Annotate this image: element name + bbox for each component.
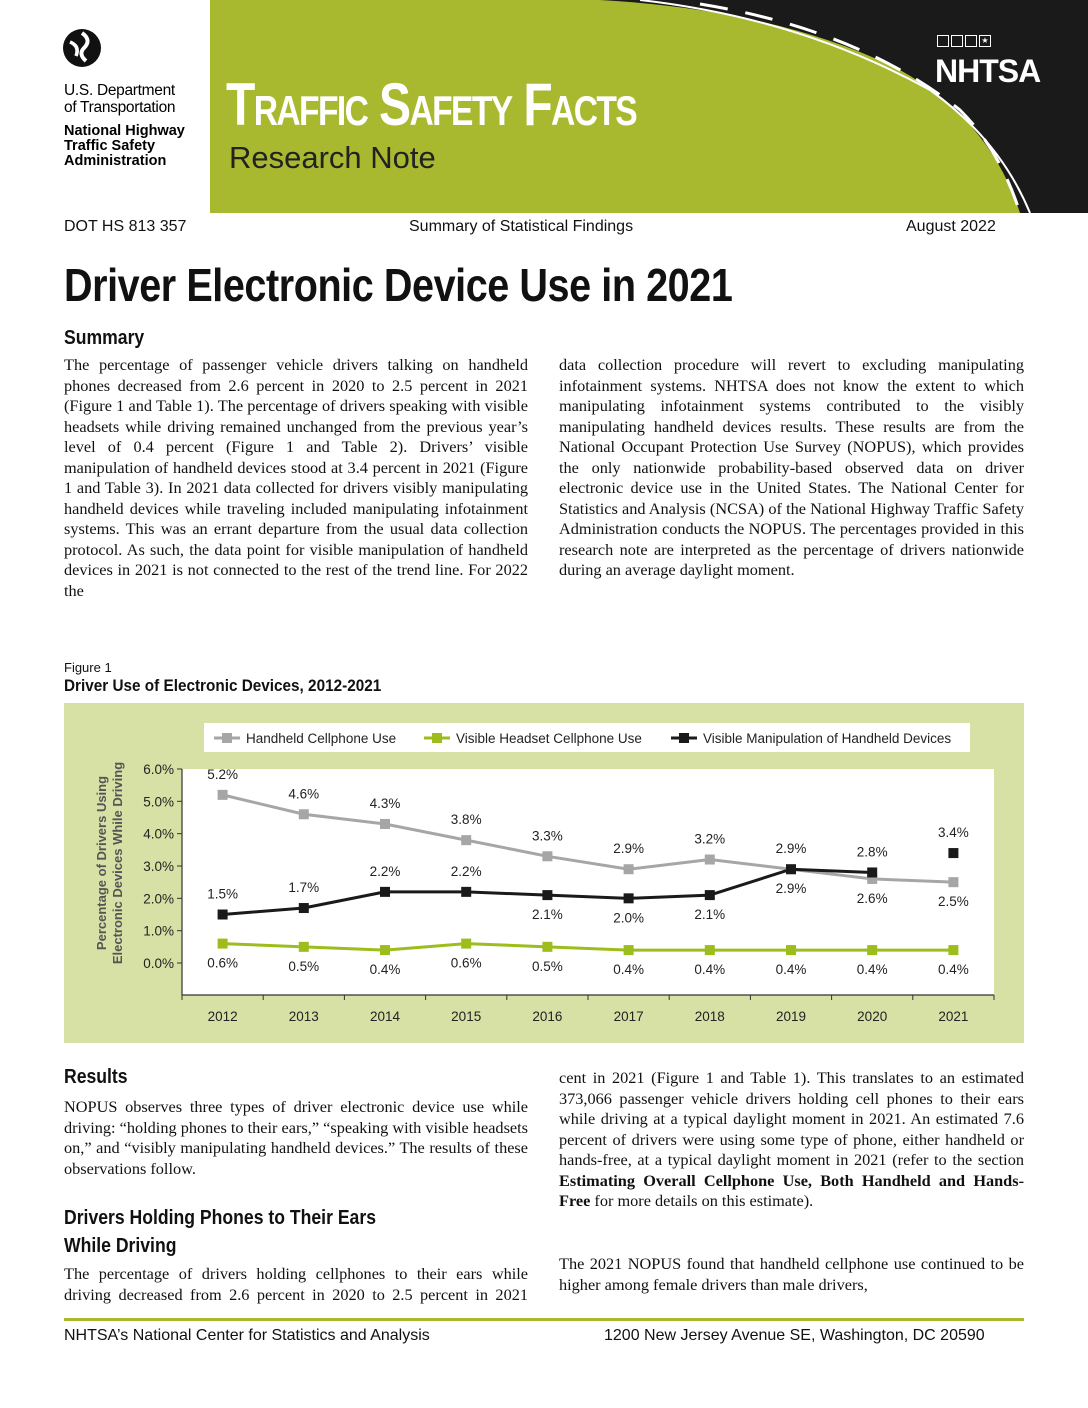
data-point: [948, 848, 958, 858]
y-tick-label: 3.0%: [143, 859, 174, 874]
data-label: 2.8%: [856, 844, 888, 860]
summary-label: Summary of Statistical Findings: [409, 218, 634, 235]
data-label: 0.4%: [856, 962, 888, 978]
x-tick-label: 2018: [694, 1009, 725, 1024]
subsection-heading-line2: While Driving: [64, 1235, 177, 1257]
y-tick-label: 5.0%: [143, 794, 174, 810]
data-point: [218, 790, 228, 800]
legend-swatch-marker: [679, 733, 689, 743]
results-body: NOPUS observes three types of driver electronic device use while driving: “holding phones to their ears,” “speaking with visible headsets on,” and “visibly manipulating handheld devices.” The results of these observations follow.: [64, 1097, 528, 1178]
data-point: [461, 939, 471, 949]
data-point: [218, 939, 228, 949]
data-label: 0.6%: [450, 955, 482, 971]
x-tick-label: 2015: [451, 1009, 482, 1024]
admin-name-line2: Traffic Safety: [64, 138, 156, 154]
data-label: 2.1%: [532, 907, 563, 923]
x-tick-label: 2021: [938, 1009, 969, 1024]
x-tick-label: 2014: [369, 1009, 401, 1024]
legend-swatch-marker: [222, 733, 232, 743]
publication-series: Research Note: [229, 140, 436, 175]
agency-name-line1: U.S. Department: [64, 82, 175, 99]
data-point: [542, 851, 552, 861]
x-tick-label: 2020: [857, 1009, 888, 1024]
figure-label: Figure 1: [64, 660, 112, 675]
line-chart: [64, 703, 1024, 1043]
footer-rule: [64, 1318, 1024, 1321]
x-tick-label: 2012: [207, 1009, 238, 1024]
admin-name-line1: National Highway: [64, 123, 185, 139]
data-label: 4.3%: [369, 795, 401, 811]
y-tick-label: 6.0%: [143, 762, 174, 777]
car-icon: [937, 35, 949, 47]
y-axis: [143, 762, 182, 995]
x-tick-label: 2016: [532, 1009, 563, 1024]
data-point: [542, 890, 552, 900]
data-label: 2.5%: [938, 894, 969, 910]
header-banner: [0, 0, 1088, 213]
data-label: 3.3%: [532, 828, 563, 844]
subsection-body-continued: cent in 2021 (Figure 1 and Table 1). This translates to an estimated 373,066 passenger vehicle drivers holding cell phones to their ears while driving at a typical daylight moment in 2021. An estimated 7.6 percent of drivers were using some type of phone, either handheld or hands-free, at a typical daylight moment in 2021 (refer to the section: [559, 1068, 1024, 1169]
y-tick-label: 2.0%: [143, 891, 174, 907]
data-label: 0.5%: [288, 958, 320, 974]
subsection-heading-line1: Drivers Holding Phones to Their Ears: [64, 1207, 376, 1229]
data-label: 0.5%: [532, 958, 563, 974]
data-label: 2.6%: [856, 890, 888, 906]
summary-col1: The percentage of passenger vehicle drivers talking on handheld phones decreased from 2.6 percent in 2020 to 2.5 percent in 2021 (Figure 1 and Table 1). The percentage of drivers speaking with visible headsets while driving remained unchanged from the previous year’s level of 0.4 percent (Figure 1 and Table 2). Drivers’ visible manipulation of handheld devices stood at 3.4 percent in 2021 (Figure 1 and Table 3). In 2021 data collected for drivers visibly manipulating handheld devices while traveling included manipulating infotainment systems. This was an errant departure from the usual data collection protocol. As such, the data point for visible manipulation of handheld devices in 2021 is not connected to the rest of the trend line. For 2022 the: [64, 355, 528, 600]
data-point: [299, 903, 309, 913]
data-label: 1.7%: [288, 880, 320, 896]
data-label: 3.8%: [450, 812, 482, 828]
results-para2: The 2021 NOPUS found that handheld cellphone use continued to be higher among female drivers than male drivers,: [559, 1254, 1024, 1294]
seatbelt-icon: [965, 35, 977, 47]
agency-name-line2: of Transportation: [64, 99, 176, 116]
data-point: [461, 835, 471, 845]
x-axis: [182, 995, 994, 1024]
data-point: [786, 864, 796, 874]
publication-title: Traffic Safety Facts: [226, 71, 637, 138]
nhtsa-logo: NHTSA: [935, 53, 1041, 89]
data-point: [948, 945, 958, 955]
y-tick-label: 1.0%: [143, 923, 174, 939]
footer-left: NHTSA’s National Center for Statistics and Analysis: [64, 1327, 430, 1344]
data-point: [624, 945, 634, 955]
data-label: 2.2%: [450, 863, 482, 879]
data-point: [380, 887, 390, 897]
footer-right: 1200 New Jersey Avenue SE, Washington, DC 20590: [604, 1327, 985, 1344]
data-label: 2.9%: [775, 881, 807, 897]
dot-logo-icon: [62, 28, 102, 68]
data-label: 1.5%: [207, 886, 238, 902]
data-point: [867, 867, 877, 877]
y-tick-label: 0.0%: [143, 956, 174, 971]
data-label: 5.2%: [207, 766, 238, 782]
figure-title: Driver Use of Electronic Devices, 2012-2021: [64, 676, 382, 695]
chart-panel: [64, 703, 1024, 1043]
data-point: [461, 887, 471, 897]
legend-swatch-marker: [432, 733, 442, 743]
legend-entry: Visible Manipulation of Handheld Devices: [703, 731, 952, 746]
data-label: 4.6%: [288, 786, 320, 802]
report-date: August 2022: [906, 218, 996, 235]
data-point: [380, 945, 390, 955]
data-point: [867, 945, 877, 955]
page-title: Driver Electronic Device Use in 2021: [64, 259, 733, 311]
summary-heading: Summary: [64, 327, 145, 349]
star-icon: ★: [979, 35, 991, 47]
data-point: [705, 945, 715, 955]
data-label: 2.9%: [613, 841, 644, 857]
legend-entry: Visible Headset Cellphone Use: [456, 731, 642, 746]
y-axis-label-line2: Electronic Devices While Driving: [110, 761, 125, 965]
data-point: [948, 877, 958, 887]
data-label: 3.2%: [694, 831, 726, 847]
results-heading: Results: [64, 1066, 128, 1088]
subsection-body-text: The percentage of drivers holding cellphones to their ears while driving decreased from 2.6 percent in 2020 to 2.5 percent in 2021: [64, 1264, 528, 1304]
data-point: [218, 910, 228, 920]
legend: [214, 731, 951, 746]
data-label: 0.4%: [369, 962, 401, 978]
subsection-body-col1: [64, 1264, 528, 1305]
y-tick-label: 4.0%: [143, 826, 174, 842]
subsection-body-end: for more details on this estimate).: [594, 1191, 814, 1210]
data-point: [705, 890, 715, 900]
data-point: [786, 945, 796, 955]
data-label: 0.4%: [613, 962, 644, 978]
y-axis-label-line1: Percentage of Drivers Using: [94, 775, 109, 951]
data-label: 2.1%: [694, 907, 726, 923]
nhtsa-symbols: [937, 35, 991, 47]
data-label: 0.4%: [938, 962, 969, 978]
x-tick-label: 2017: [613, 1009, 644, 1024]
x-tick-label: 2019: [775, 1009, 807, 1024]
x-tick-label: 2013: [288, 1009, 319, 1024]
data-label: 2.0%: [613, 910, 644, 926]
data-label: 0.6%: [207, 955, 238, 971]
pedestrian-icon: [951, 35, 963, 47]
data-point: [380, 819, 390, 829]
report-number: DOT HS 813 357: [64, 218, 187, 235]
data-label: 2.9%: [775, 841, 807, 857]
legend-entry: Handheld Cellphone Use: [246, 731, 397, 746]
data-label: 0.4%: [775, 962, 807, 978]
section-reference: Estimating Overall Cellphone Use, Both Handheld and Hands-Free: [559, 1170, 1024, 1210]
admin-name-line3: Administration: [64, 153, 167, 169]
data-point: [299, 942, 309, 952]
data-point: [705, 855, 715, 865]
data-point: [299, 809, 309, 819]
data-label: 3.4%: [938, 825, 969, 841]
data-label: 2.2%: [369, 863, 401, 879]
data-point: [542, 942, 552, 952]
summary-col2: data collection procedure will revert to excluding manipulating infotainment systems. NHTSA does not know the extent to which manipulating infotainment systems contributed to the visibly manipulating handheld devices results. These results are from the National Occupant Protection Use Survey (NOPUS), which provides the only nationwide probability-based observed data on driver electronic device use in the United States. The National Center for Statistics and Analysis (NCSA) of the National Highway Traffic Safety Administration conducts the NOPUS. The percentages provided in this research note are interpreted as the percentage of drivers nationwide during an average daylight moment.: [559, 355, 1024, 579]
subsection-body-col2: [559, 1068, 1024, 1233]
data-point: [624, 864, 634, 874]
data-point: [624, 893, 634, 903]
data-label: 0.4%: [694, 962, 726, 978]
